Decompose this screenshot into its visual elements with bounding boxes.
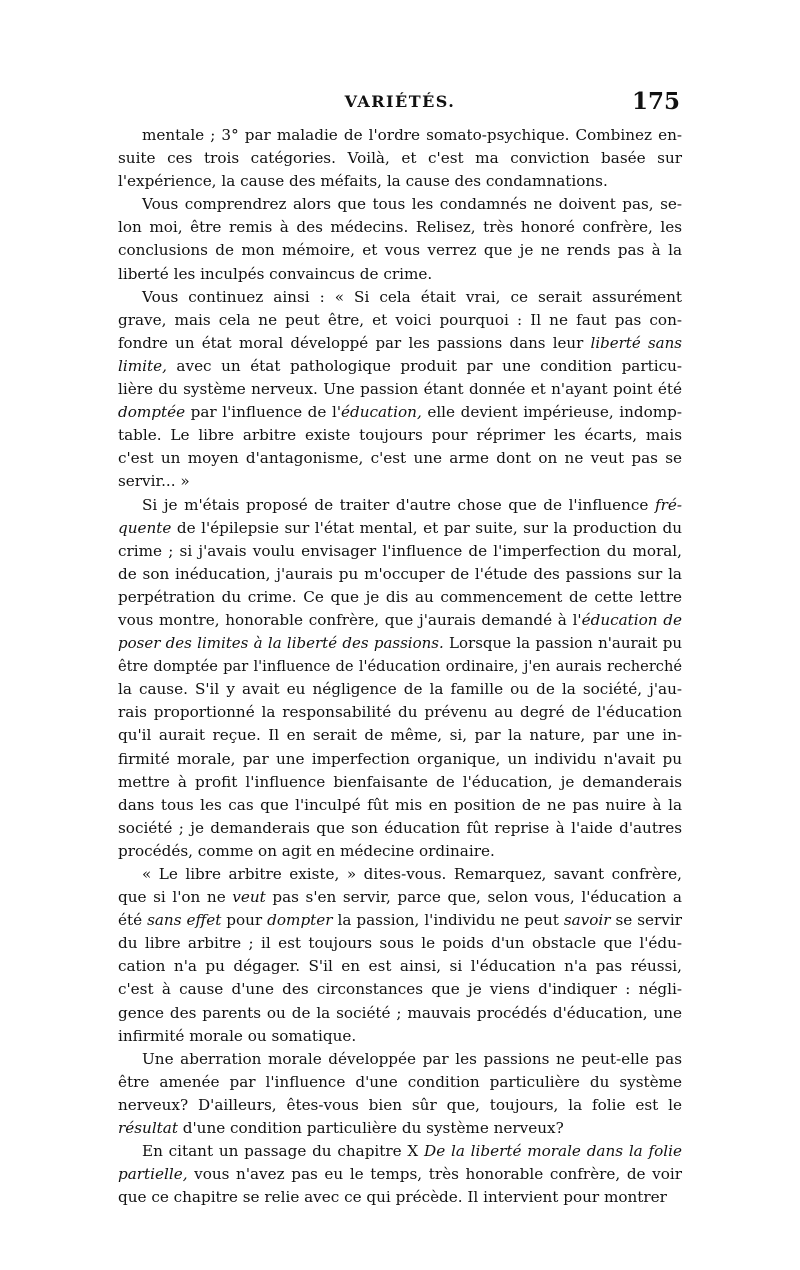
text-run: procédés, comme on agit en médecine ordinaire. xyxy=(118,841,495,860)
italic-text: domptée xyxy=(118,403,186,422)
text-line xyxy=(118,147,682,170)
text-line xyxy=(118,655,682,678)
paragraph xyxy=(118,124,682,193)
text-run: gence des parents ou de la société ; mauvais procédés d'éducation, une xyxy=(118,1003,682,1022)
italic-text: veut xyxy=(232,888,266,907)
text-run: servir... » xyxy=(118,472,190,491)
text-run: être domptée par l'influence de l'éducation ordinaire, j'en aurais recherché xyxy=(118,658,682,676)
text-run: vous montre, honorable confrère, que j'aurais demandé à l' xyxy=(118,610,582,629)
paragraph xyxy=(118,863,682,1048)
text-run: se servir xyxy=(610,911,682,930)
text-run: firmité morale, par une imperfection organique, un individu n'avait pu xyxy=(118,749,682,768)
text-run: conclusions de mon mémoire, et vous verrez que je ne rends pas à la xyxy=(118,241,682,260)
italic-text: De la liberté morale dans la folie xyxy=(424,1142,682,1161)
italic-text: sans effet xyxy=(147,911,222,930)
text-line xyxy=(118,239,682,262)
text-line xyxy=(118,1002,682,1025)
italic-text: limite, xyxy=(118,356,167,375)
text-line xyxy=(118,286,682,309)
text-line xyxy=(118,1071,682,1094)
text-line xyxy=(118,378,682,401)
text-run: que ce chapitre se relie avec ce qui précède. Il intervient pour montrer xyxy=(118,1188,667,1207)
text-line xyxy=(118,540,682,563)
paragraph xyxy=(118,494,682,864)
text-run: de son inéducation, j'aurais pu m'occuper de l'étude des passions sur la xyxy=(118,564,682,583)
text-line xyxy=(118,170,682,193)
text-line xyxy=(118,447,682,470)
text-line xyxy=(118,563,682,586)
text-line xyxy=(118,494,682,517)
paragraph xyxy=(118,1048,682,1140)
text-run: d'une condition particulière du système nerveux? xyxy=(177,1119,564,1138)
text-run: mettre à profit l'influence bienfaisante de l'éducation, je demanderais xyxy=(118,772,682,791)
text-run: Vous continuez ainsi : « Si cela était vrai, ce serait assurément xyxy=(142,287,682,306)
text-run: liberté les inculpés convaincus de crime. xyxy=(118,264,433,283)
paragraph xyxy=(118,286,682,494)
text-line xyxy=(118,909,682,932)
italic-text: résultat xyxy=(118,1119,178,1138)
text-run: En citant un passage du chapitre X xyxy=(142,1142,425,1161)
text-run: avec un état pathologique produit par une condition particu- xyxy=(166,356,682,375)
text-run: mentale ; 3° par maladie de l'ordre somato-psychique. Combinez en- xyxy=(142,126,682,144)
text-line xyxy=(118,586,682,609)
text-line xyxy=(118,724,682,747)
text-line xyxy=(118,124,682,147)
text-run: de l'épilepsie sur l'état mental, et par suite, sur la production du xyxy=(171,518,682,537)
text-line xyxy=(118,1163,682,1186)
text-line xyxy=(118,840,682,863)
text-run: c'est un moyen d'antagonisme, c'est une arme dont on ne veut pas se xyxy=(118,449,682,468)
text-run: elle devient impérieuse, indomp- xyxy=(421,403,682,422)
text-run: la cause. S'il y avait eu négligence de la famille ou de la société, j'au- xyxy=(118,680,682,699)
page-header xyxy=(118,88,682,124)
text-line xyxy=(118,1186,682,1209)
text-line xyxy=(118,332,682,355)
text-run: été xyxy=(118,911,148,930)
text-line xyxy=(118,978,682,1001)
text-run: que si l'on ne xyxy=(118,888,233,907)
paragraph xyxy=(118,193,682,285)
text-run: l'expérience, la cause des méfaits, la cause des condamnations. xyxy=(118,172,608,191)
text-run: perpétration du crime. Ce que je dis au commencement de cette lettre xyxy=(118,587,682,606)
text-line xyxy=(118,216,682,239)
text-run: suite ces trois catégories. Voilà, et c'est ma conviction basée sur xyxy=(118,149,682,168)
text-line xyxy=(118,886,682,909)
text-run: infirmité morale ou somatique. xyxy=(118,1026,357,1045)
text-line xyxy=(118,309,682,332)
text-line xyxy=(118,932,682,955)
text-line xyxy=(118,701,682,724)
text-line xyxy=(118,863,682,886)
text-line xyxy=(118,1094,682,1117)
text-run: société ; je demanderais que son éducation fût reprise à l'aide d'autres xyxy=(118,818,682,837)
text-run: être amenée par l'influence d'une condition particulière du système xyxy=(118,1072,682,1091)
text-line xyxy=(118,748,682,771)
text-run: c'est à cause d'une des circonstances que je viens d'indiquer : négli- xyxy=(118,980,682,999)
text-run: lon moi, être remis à des médecins. Relisez, très honoré confrère, les xyxy=(118,218,682,237)
italic-text: quente xyxy=(118,518,172,537)
text-line xyxy=(118,794,682,817)
text-line xyxy=(118,609,682,632)
text-run: vous n'avez pas eu le temps, très honorable confrère, de voir xyxy=(187,1165,682,1184)
italic-text: éducation, xyxy=(341,403,422,422)
text-line xyxy=(118,424,682,447)
text-line xyxy=(118,1117,682,1140)
italic-text: partielle, xyxy=(118,1165,188,1184)
text-run: cation n'a pu dégager. S'il en est ainsi, si l'éducation n'a pas réussi, xyxy=(118,957,682,976)
text-line xyxy=(118,678,682,701)
italic-text: dompter xyxy=(267,911,333,930)
running-head: VARIÉTÉS. xyxy=(344,92,456,111)
page-number: 175 xyxy=(631,88,680,115)
text-run: crime ; si j'avais voulu envisager l'influence de l'imperfection du moral, xyxy=(118,541,682,560)
italic-text: fré- xyxy=(654,495,682,514)
text-run: pas s'en servir, parce que, selon vous, l'éducation a xyxy=(265,888,682,907)
text-run: Si je m'étais proposé de traiter d'autre chose que de l'influence xyxy=(142,495,655,514)
text-run: « Le libre arbitre existe, » dites-vous. Remarquez, savant confrère, xyxy=(142,865,682,883)
text-line xyxy=(118,632,682,655)
paragraph xyxy=(118,1140,682,1209)
italic-text: liberté sans xyxy=(590,333,682,352)
text-run: du libre arbitre ; il est toujours sous le poids d'un obstacle que l'édu- xyxy=(118,934,682,953)
text-line xyxy=(118,517,682,540)
italic-text: poser des limites à la liberté des passions. xyxy=(118,634,444,653)
text-run: dans tous les cas que l'inculpé fût mis en position de ne pas nuire à la xyxy=(118,795,682,814)
text-line xyxy=(118,470,682,493)
text-run: table. Le libre arbitre existe toujours pour réprimer les écarts, mais xyxy=(118,426,682,445)
italic-text: savoir xyxy=(563,911,611,930)
text-run: Une aberration morale développée par les passions ne peut-elle pas xyxy=(142,1049,682,1068)
text-run: par l'influence de l' xyxy=(185,403,341,422)
text-line xyxy=(118,355,682,378)
text-line xyxy=(118,401,682,424)
text-run: Lorsque la passion n'aurait pu xyxy=(443,634,682,653)
italic-text: éducation de xyxy=(581,610,682,629)
text-run: fondre un état moral développé par les passions dans leur xyxy=(118,333,591,352)
text-line xyxy=(118,1140,682,1163)
text-run: grave, mais cela ne peut être, et voici pourquoi : Il ne faut pas con- xyxy=(118,310,682,329)
text-line xyxy=(118,193,682,216)
text-line xyxy=(118,1025,682,1048)
text-run: qu'il aurait reçue. Il en serait de même, si, par la nature, par une in- xyxy=(118,726,682,745)
text-line xyxy=(118,263,682,286)
text-run: la passion, l'individu ne peut xyxy=(332,911,564,930)
text-run: nerveux? D'ailleurs, êtes-vous bien sûr que, toujours, la folie est le xyxy=(118,1095,682,1114)
text-line xyxy=(118,817,682,840)
text-line xyxy=(118,1048,682,1071)
text-run: lière du système nerveux. Une passion étant donnée et n'ayant point été xyxy=(118,380,682,399)
text-run: pour xyxy=(221,911,268,930)
text-line xyxy=(118,955,682,978)
text-line xyxy=(118,771,682,794)
text-run: rais proportionné la responsabilité du prévenu au degré de l'éducation xyxy=(118,703,682,722)
body-text xyxy=(118,124,682,1209)
text-run: Vous comprendrez alors que tous les condamnés ne doivent pas, se- xyxy=(142,195,682,214)
